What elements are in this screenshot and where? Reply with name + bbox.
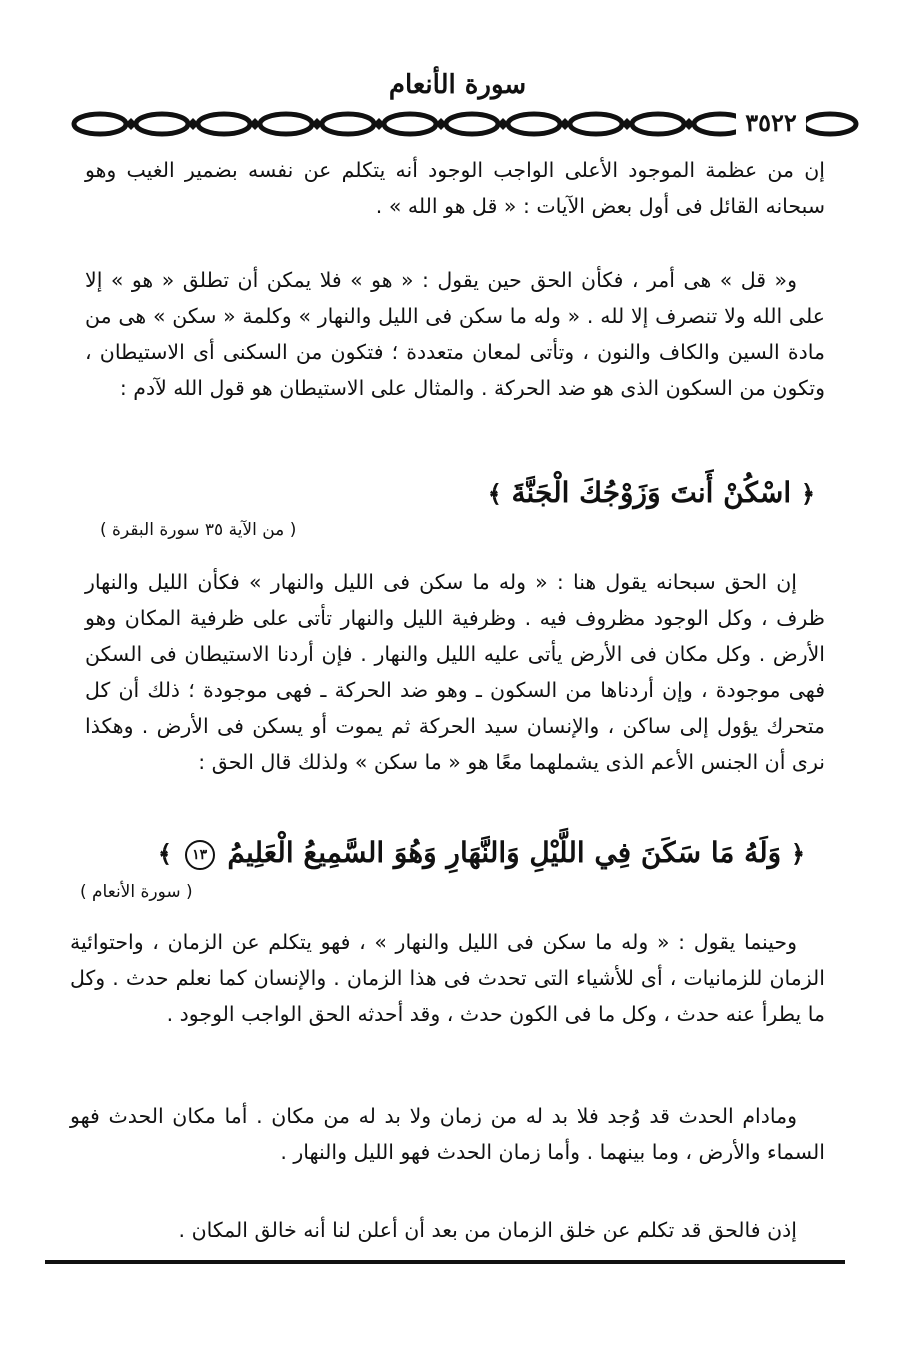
verse-close-bracket: ﴾: [157, 839, 172, 868]
footer-rule: [45, 1260, 845, 1264]
quran-verse-1: [488, 476, 815, 509]
verse-number: ١٣: [185, 840, 215, 870]
paragraph-1: إن من عظمة الموجود الأعلى الواجب الوجود أنه يتكلم عن نفسه بضمير الغيب وهو سبحانه القائل فى أول بعض الآيات : « قل هو الله » .: [85, 158, 825, 218]
paragraph-6: إذن فالحق قد تكلم عن خلق الزمان من بعد أن أعلن لنا أنه خالق المكان .: [178, 1218, 797, 1242]
verse-close-bracket: ﴾: [487, 479, 502, 508]
surah-title: سورة الأنعام: [388, 70, 527, 100]
verse-open-bracket: ﴿: [790, 839, 805, 868]
paragraph-4: وحينما يقول : « وله ما سكن فى الليل والنهار » ، فهو يتكلم عن الزمان ، واحتوائية الزمان للزمانيات ، أى للأشياء التى تحدث فى هذا الزمان . والإنسان كما نعلم حدث . وكل ما يطرأ عنه حدث ، وكل ما فى الكون حدث ، وقد أحدثه الحق الواجب الوجود .: [70, 930, 825, 1026]
verse-open-bracket: ﴿: [800, 479, 815, 508]
paragraph-2: و« قل » هى أمر ، فكأن الحق حين يقول : « هو » فلا يمكن أن تطلق « هو » إلا على الله ولا تنصرف إلا لله . « وله ما سكن فى الليل والنهار » وكلمة « سكن » هى من مادة السين والكاف والنون ، وتأتى لمعان متعددة ؛ فتكون من السكنى أى الاستيطان ، وتكون من السكون الذى هو ضد الحركة . والمثال على الاستيطان هو قول الله لآدم :: [85, 268, 825, 400]
verse-reference-2: ( سورة الأنعام ): [80, 882, 193, 902]
page-number: ٣٥٢٢: [736, 108, 806, 138]
paragraph-3: إن الحق سبحانه يقول هنا : « وله ما سكن فى الليل والنهار » فكأن الليل والنهار ظرف ، وكل الوجود مظروف فيه . وظرفية الليل والنهار تأتى على ظرفية المكان وهو الأرض . وكل مكان فى الأرض يأتى عليه الليل والنهار . فإن أردنا الاستيطان فى السكن فهى موجودة ، وإن أردناها من السكون ـ وهو ضد الحركة ـ فهى موجودة ؛ ذلك أن كل متحرك يؤول إلى ساكن ، والإنسان سيد الحركة ثم يموت أو يسكن فى الأرض . وهكذا نرى أن الجنس الأعم الذى يشملهما معًا هو « ما سكن » ولذلك قال الحق :: [85, 570, 825, 774]
verse-text: اسْكُنْ أَنتَ وَزَوْجُكَ الْجَنَّةَ: [511, 476, 792, 509]
paragraph-5: ومادام الحدث قد وُجد فلا بد له من زمان ولا بد له من مكان . أما مكان الحدث فهو السماء والأرض ، وما بينهما . وأما زمان الحدث فهو الليل والنهار .: [70, 1104, 825, 1164]
verse-reference-1: ( من الآية ٣٥ سورة البقرة ): [100, 520, 297, 540]
quran-verse-2: [158, 836, 805, 870]
verse-text: وَلَهُ مَا سَكَنَ فِي اللَّيْلِ وَالنَّهَارِ وَهُوَ السَّمِيعُ الْعَلِيمُ: [227, 836, 782, 869]
